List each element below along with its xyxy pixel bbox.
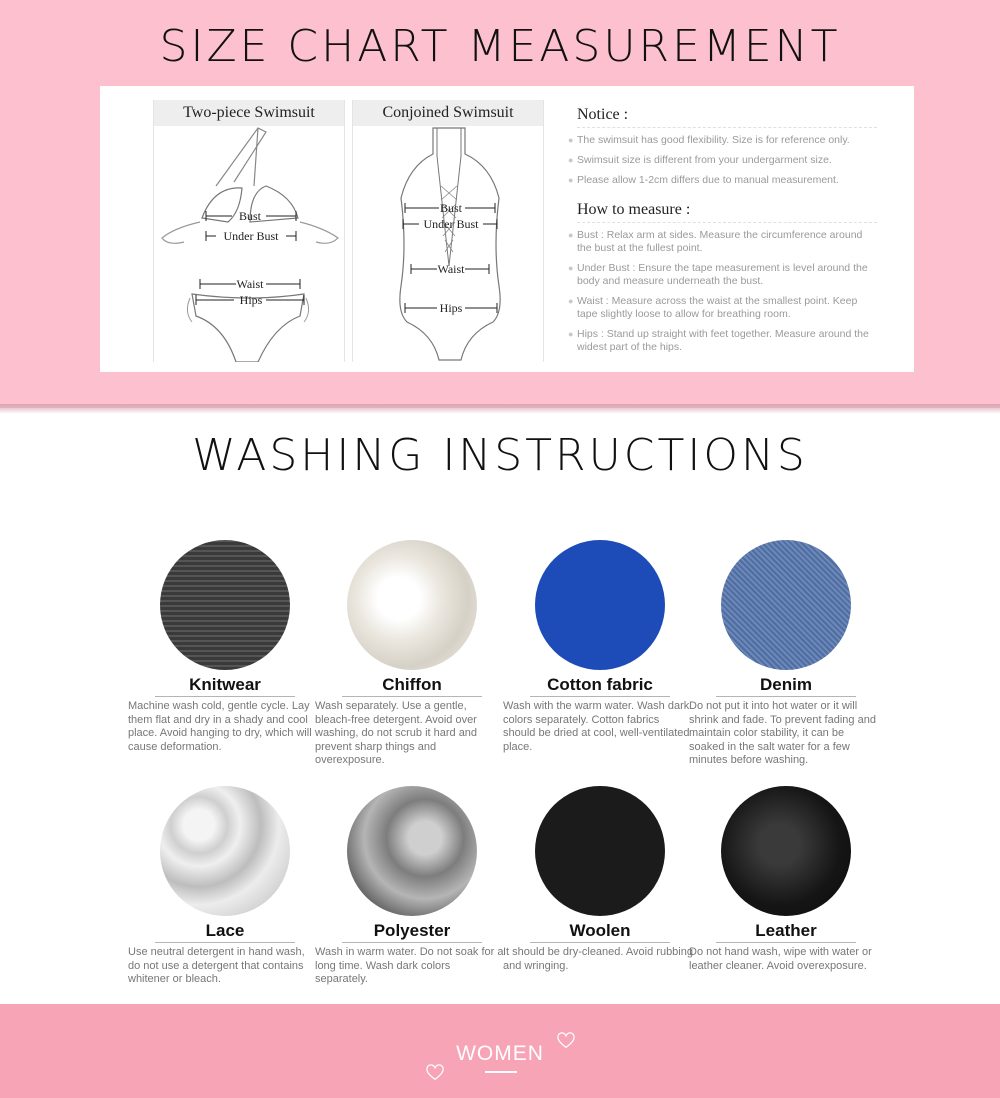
fabric-description: Use neutral detergent in hand wash, do not use a detergent that contains whitener or bleach. [128, 946, 305, 986]
bullet-icon: ● [568, 175, 574, 185]
fabric-description: Wash in warm water. Do not soak for a long time. Wash dark colors separately. [315, 946, 504, 986]
fabric-name: Cotton fabric [547, 675, 653, 694]
conjoined-hips-label: Hips [439, 301, 463, 315]
chiffon-swatch [347, 540, 477, 670]
fabric-name: Leather [755, 921, 817, 940]
bullet-icon: ● [568, 135, 574, 145]
cotton-swatch [535, 540, 665, 670]
bullet-icon: ● [568, 230, 574, 240]
leather-swatch [721, 786, 851, 916]
fabric-name: Lace [205, 921, 245, 940]
fabric-description: Machine wash cold, gentle cycle. Lay them flat and dry in a shady and cool place. Avoid hanging to dry, which will cause deformation. [128, 700, 312, 753]
bullet-icon: ● [568, 155, 574, 165]
conjoined-bust-label: Bust [439, 201, 463, 215]
measure-item: ● Hips : Stand up straight with feet together. Measure around the widest part of the hips. [568, 328, 869, 353]
how-to-measure-heading: How to measure : [577, 201, 877, 223]
measure-item: ● Waist : Measure across the waist at the smallest point. Keep tape slightly loose to allow for breathing room. [568, 295, 858, 320]
denim-swatch [721, 540, 851, 670]
notice-heading: Notice : [577, 106, 877, 128]
notice-item: ● Please allow 1-2cm differs due to manual measurement. [568, 174, 839, 186]
fabric-divider [716, 942, 856, 943]
two-piece-hips-label: Hips [239, 293, 263, 307]
woolen-swatch [535, 786, 665, 916]
fabric-divider [716, 696, 856, 697]
two-piece-column [153, 100, 345, 362]
fabric-description: Wash with the warm water. Wash dark colors separately. Cotton fabrics should be dried at cool, well-ventilated place. [503, 700, 690, 753]
fabric-description: Wash separately. Use a gentle, bleach-free detergent. Avoid over washing, do not scrub it hard and prevent sharp things and overexposure. [315, 700, 478, 767]
heart-icon [426, 1064, 444, 1082]
lace-swatch [160, 786, 290, 916]
section-divider-shadow [0, 404, 1000, 414]
measure-item: ● Bust : Relax arm at sides. Measure the circumference around the bust at the fullest point. [568, 229, 863, 254]
one-piece-illustration [353, 126, 545, 362]
two-piece-underbust-label: Under Bust [223, 229, 279, 243]
heart-icon [557, 1032, 575, 1050]
two-piece-waist-label: Waist [236, 277, 264, 291]
fabric-divider [155, 942, 295, 943]
fabric-name: Polyester [373, 921, 451, 940]
fabric-name: Chiffon [382, 675, 442, 694]
notice-item: ● The swimsuit has good flexibility. Size is for reference only. [568, 134, 850, 146]
fabric-divider [530, 696, 670, 697]
fabric-name: Woolen [569, 921, 631, 940]
conjoined-waist-label: Waist [437, 262, 465, 276]
polyester-swatch [347, 786, 477, 916]
fabric-description: It should be dry-cleaned. Avoid rubbing and wringing. [503, 946, 693, 972]
women-label: WOMEN [456, 1042, 544, 1065]
size-notes [568, 106, 877, 361]
conjoined-title: Conjoined Swimsuit [353, 100, 543, 126]
size-chart-panel [100, 86, 914, 372]
fabric-divider [530, 942, 670, 943]
fabric-divider [342, 942, 482, 943]
conjoined-column [352, 100, 544, 362]
notice-item: ● Swimsuit size is different from your undergarment size. [568, 154, 832, 166]
women-category-band[interactable] [0, 1004, 1000, 1098]
bullet-icon: ● [568, 296, 574, 306]
fabric-description: Do not put it into hot water or it will shrink and fade. To prevent fading and maintain color stability, it can be soaked in the salt water for a few minutes before washing. [689, 700, 876, 767]
bikini-illustration [154, 126, 346, 362]
two-piece-title: Two-piece Swimsuit [154, 100, 344, 126]
washing-title: WASHING INSTRUCTIONS [192, 430, 808, 481]
fabric-description: Do not hand wash, wipe with water or leather cleaner. Avoid overexposure. [689, 946, 872, 972]
knitwear-swatch [160, 540, 290, 670]
measure-item: ● Under Bust : Ensure the tape measurement is level around the body and measure underneath the bust. [568, 262, 868, 287]
bullet-icon: ● [568, 263, 574, 273]
fabric-divider [155, 696, 295, 697]
fabric-name: Denim [760, 675, 812, 694]
bullet-icon: ● [568, 329, 574, 339]
two-piece-bust-label: Bust [238, 209, 262, 223]
fabric-name: Knitwear [189, 675, 261, 694]
size-chart-section [0, 0, 1000, 408]
women-underline [485, 1071, 517, 1073]
fabric-divider [342, 696, 482, 697]
conjoined-underbust-label: Under Bust [423, 217, 479, 231]
size-chart-title: SIZE CHART MEASUREMENT [159, 21, 841, 72]
